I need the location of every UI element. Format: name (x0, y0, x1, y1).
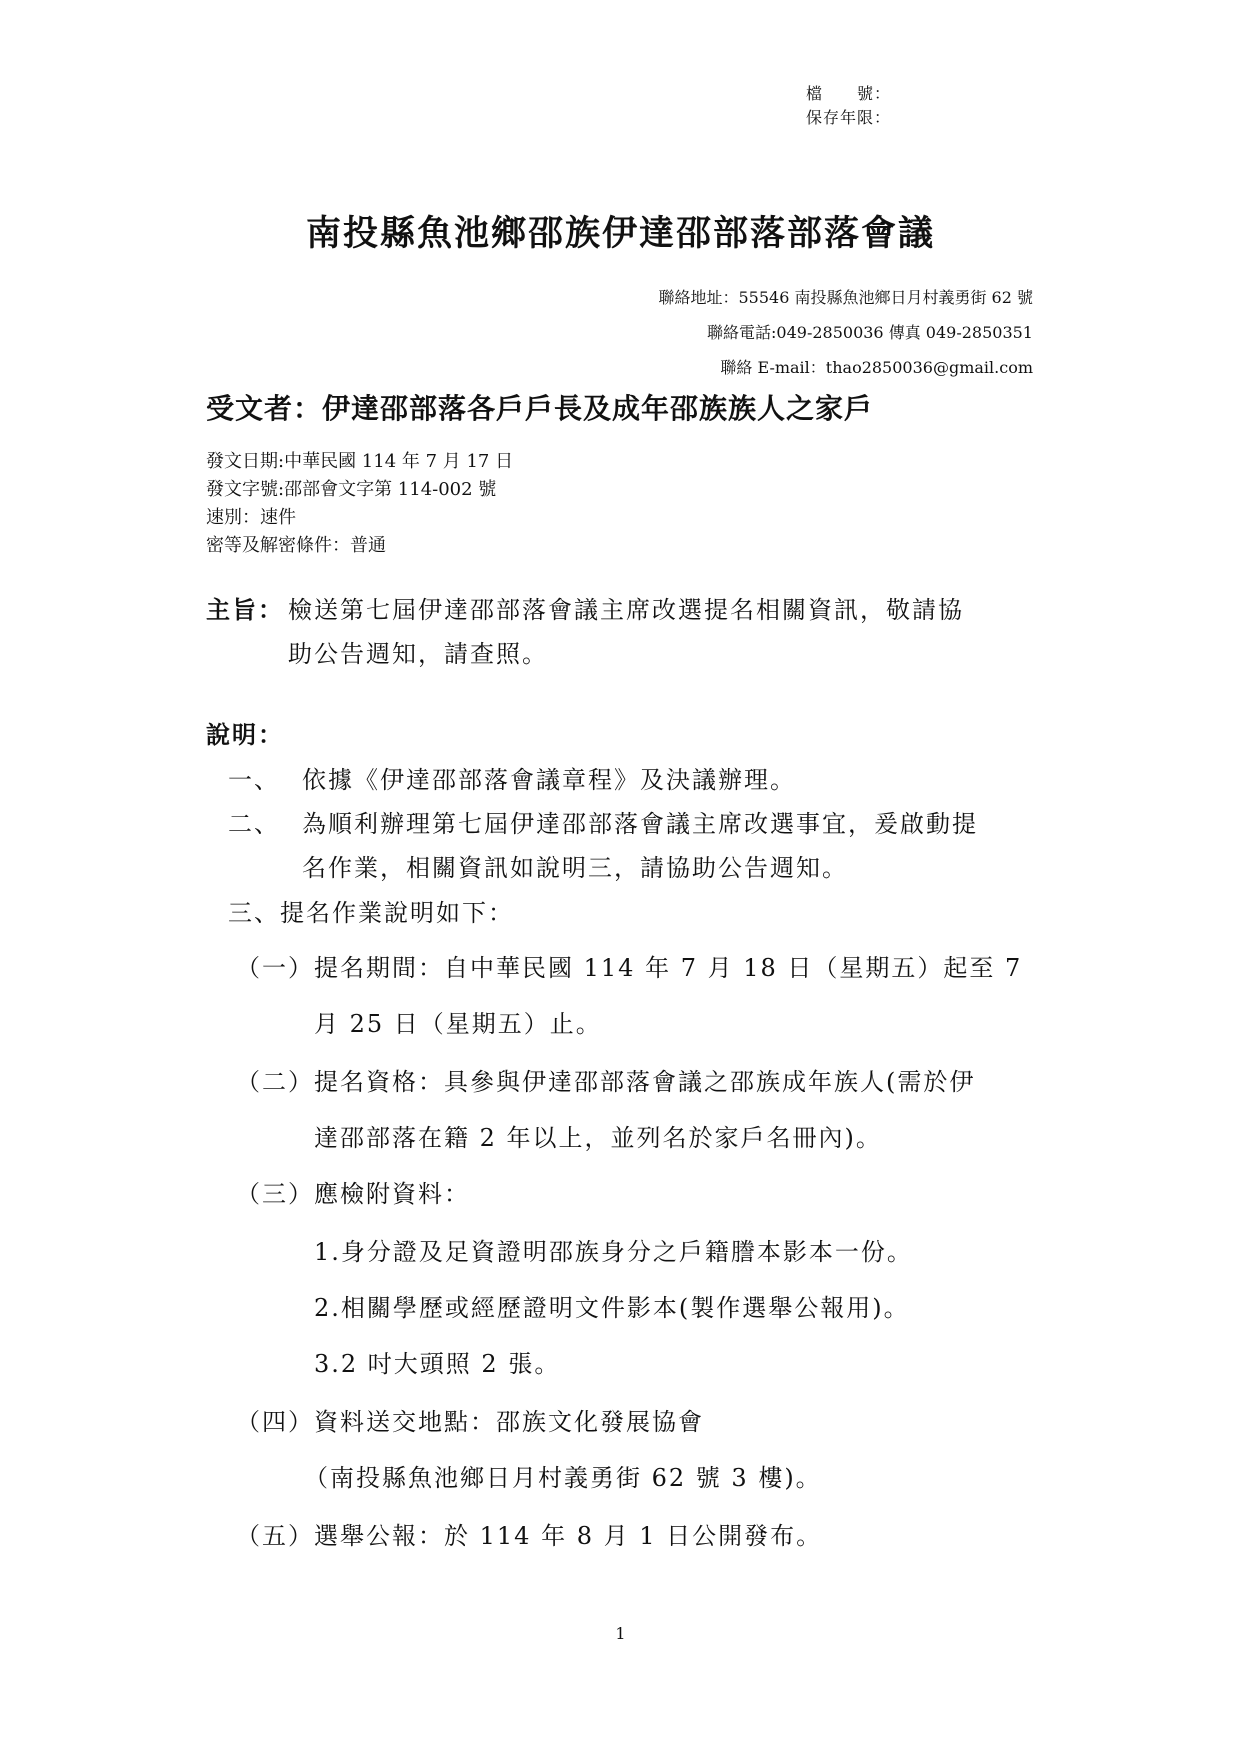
document-number: 發文字號:邵部會文字第 114-002 號 (206, 479, 497, 500)
issue-date: 發文日期:中華民國 114 年 7 月 17 日 (206, 451, 514, 472)
recipient-line: 受文者：伊達邵部落各戶戶長及成年邵族族人之家戶 (206, 392, 874, 425)
item-1-marker: 一、 (228, 766, 280, 794)
document-title: 南投縣魚池鄉邵族伊達邵部落部落會議 (305, 214, 935, 254)
item-2-line-1: 為順利辦理第七屆伊達邵部落會議主席改選事宜，爰啟動提 (302, 810, 978, 838)
sub-1-line-1: 提名期間：自中華民國 114 年 7 月 18 日（星期五）起至 7 (314, 954, 1023, 982)
attachment-item-3: 3.2 吋大頭照 2 張。 (314, 1350, 561, 1378)
item-1-text: 依據《伊達邵部落會議章程》及決議辦理。 (302, 766, 796, 794)
sub-2-marker: （二） (236, 1068, 314, 1096)
subject-line-1: 檢送第七屆伊達邵部落會議主席改選提名相關資訊，敬請協 (288, 596, 964, 624)
sub-5-text: 選舉公報：於 114 年 8 月 1 日公開發布。 (314, 1522, 823, 1550)
retention-label: 保存年限： (806, 108, 892, 127)
item-2-marker: 二、 (228, 810, 280, 838)
contact-address: 聯絡地址：55546 南投縣魚池鄉日月村義勇街 62 號 (658, 288, 1033, 307)
item-2-line-2: 名作業，相關資訊如說明三，請協助公告週知。 (302, 854, 848, 882)
contact-email: 聯絡 E-mail：thao2850036@gmail.com (720, 358, 1033, 377)
sub-3-text: 應檢附資料： (314, 1180, 470, 1208)
sub-2-line-2: 達邵部落在籍 2 年以上，並列名於家戶名冊內)。 (314, 1124, 882, 1152)
contact-phone: 聯絡電話:049-2850036 傳真 049-2850351 (707, 323, 1033, 342)
sub-2-line-1: 提名資格：具參與伊達邵部落會議之邵族成年族人(需於伊 (314, 1068, 976, 1096)
attachment-item-2: 2.相關學歷或經歷證明文件影本(製作選舉公報用)。 (314, 1294, 910, 1322)
subject-label: 主旨： (206, 596, 284, 624)
sub-4-line-1: 資料送交地點：邵族文化發展協會 (314, 1408, 704, 1436)
sub-1-line-2: 月 25 日（星期五）止。 (314, 1010, 602, 1038)
page-number: 1 (615, 1624, 626, 1643)
attachment-item-1: 1.身分證及足資證明邵族身分之戶籍謄本影本一份。 (314, 1238, 913, 1266)
sub-1-marker: （一） (236, 954, 314, 982)
sub-3-marker: （三） (236, 1180, 314, 1208)
sub-4-marker: （四） (236, 1408, 314, 1436)
subject-line-2: 助公告週知，請查照。 (288, 640, 548, 668)
sub-4-line-2: （南投縣魚池鄉日月村義勇街 62 號 3 樓)。 (304, 1464, 822, 1492)
explanation-label: 說明： (206, 721, 284, 749)
file-number-label: 檔 號： (806, 84, 892, 103)
sub-5-marker: （五） (236, 1522, 314, 1550)
speed-class: 速別：速件 (206, 507, 296, 528)
secrecy-class: 密等及解密條件：普通 (206, 535, 386, 556)
item-3-heading: 三、提名作業說明如下： (228, 899, 514, 927)
